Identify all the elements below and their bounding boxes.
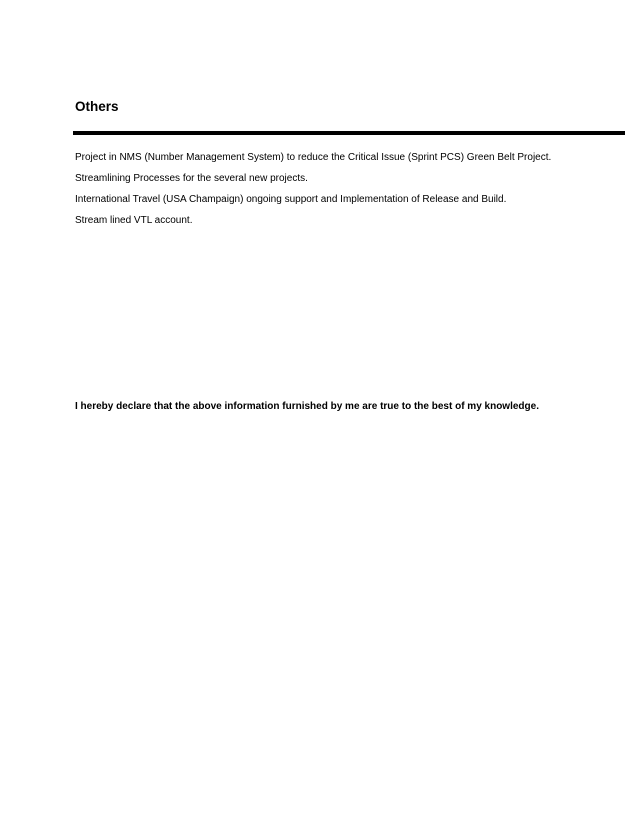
list-item: Streamlining Processes for the several new projects. [75, 173, 308, 184]
list-item: Stream lined VTL account. [75, 215, 193, 226]
section-divider [73, 131, 625, 135]
others-list [75, 150, 555, 234]
section-title: Others [75, 99, 119, 114]
declaration-text: I hereby declare that the above information furnished by me are true to the best of my knowledge. [75, 401, 539, 412]
list-item: International Travel (USA Champaign) ongoing support and Implementation of Release and Build. [75, 194, 507, 205]
list-item: Project in NMS (Number Management System) to reduce the Critical Issue (Sprint PCS) Green Belt Project. [75, 152, 552, 163]
